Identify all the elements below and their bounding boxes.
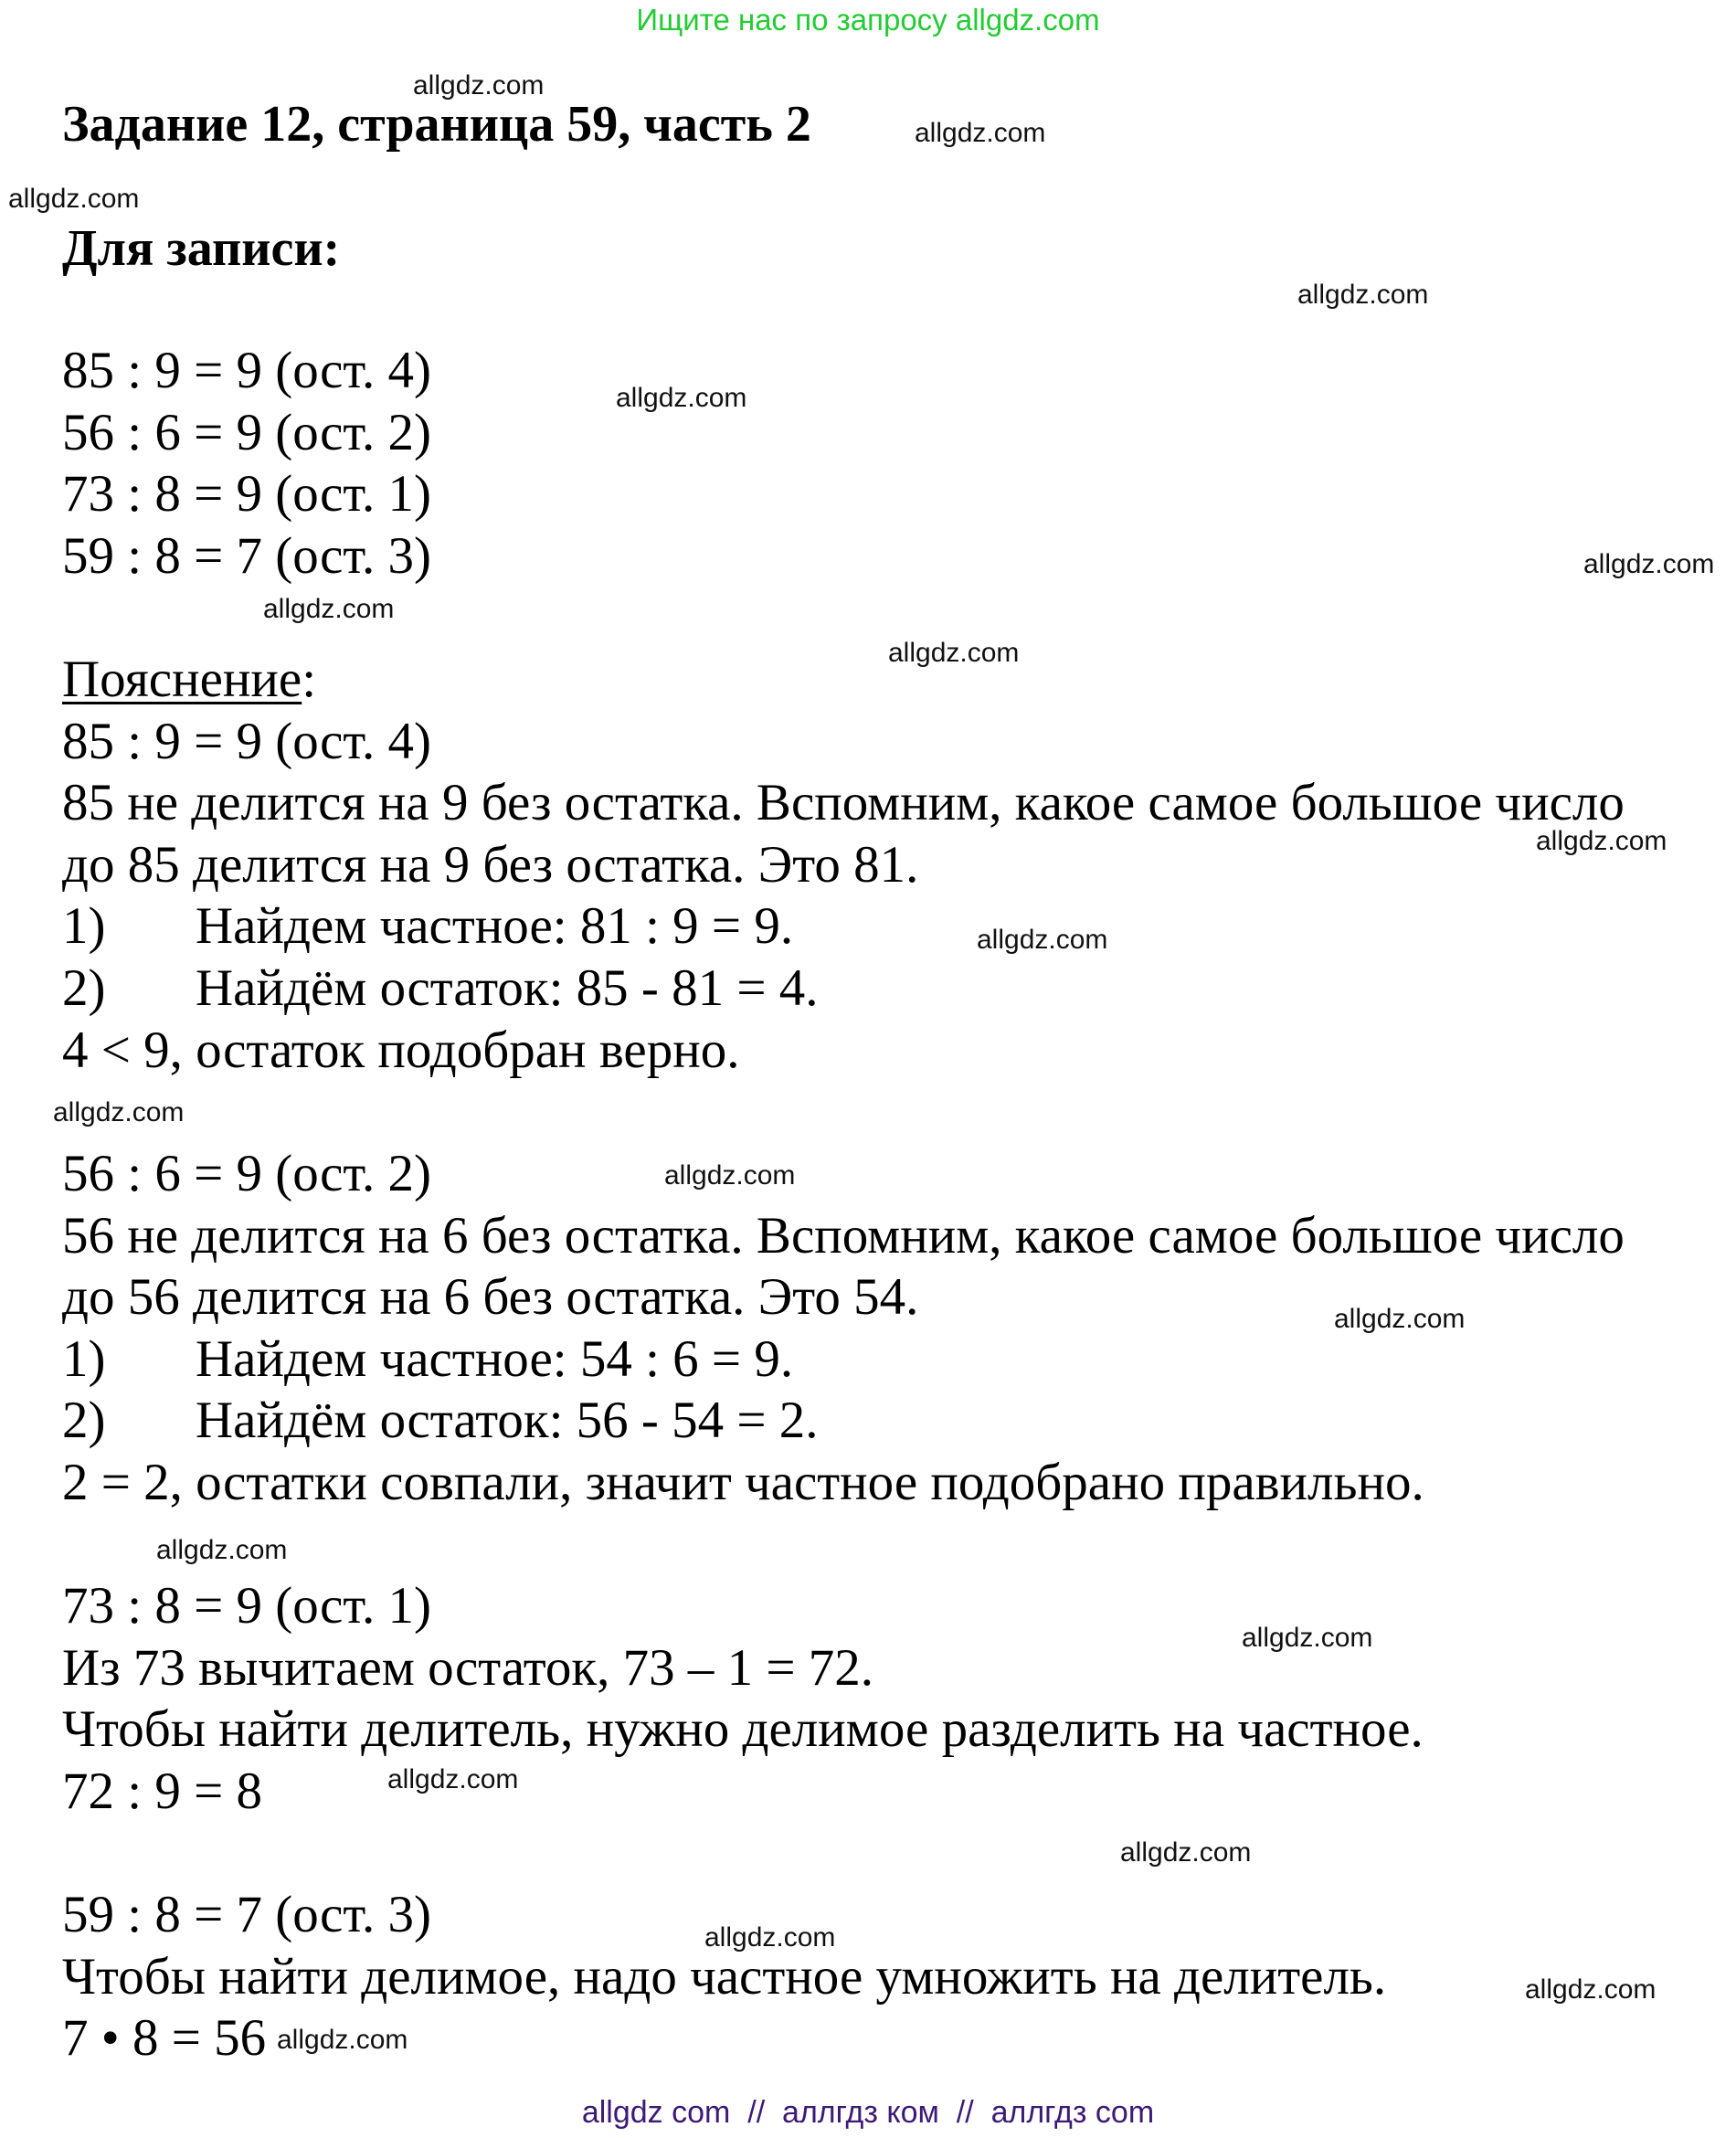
block4-text1: Чтобы найти делимое, надо частное умножить на делитель. (62, 1948, 1387, 2006)
block1-check: 4 < 9, остаток подобран верно. (62, 1021, 740, 1079)
block3-result: 72 : 9 = 8 (62, 1762, 262, 1820)
watermark: allgdz.com (1536, 826, 1667, 856)
explanation-heading (62, 650, 316, 710)
step-text: Найдём остаток: 56 - 54 = 2. (196, 1392, 819, 1449)
block1-equation: 85 : 9 = 9 (ост. 4) (62, 713, 432, 770)
block1-step2 (62, 958, 819, 1019)
watermark: allgdz.com (1525, 1974, 1657, 2005)
block2-check: 2 = 2, остатки совпали, значит частное подобрано правильно. (62, 1454, 1424, 1511)
watermark: allgdz.com (1242, 1623, 1373, 1653)
block2-equation: 56 : 6 = 9 (ост. 2) (62, 1145, 432, 1202)
step-text: Найдём остаток: 85 - 81 = 4. (196, 959, 819, 1017)
record-line: 73 : 8 = 9 (ост. 1) (62, 465, 432, 523)
watermark: allgdz.com (1583, 549, 1715, 579)
block2-step2 (62, 1391, 819, 1451)
watermark: allgdz.com (1334, 1304, 1466, 1334)
watermark: allgdz.com (1120, 1837, 1252, 1868)
watermark: allgdz.com (277, 2025, 408, 2055)
record-heading: Для записи: (62, 220, 341, 277)
block2-text2: до 56 делится на 6 без остатка. Это 54. (62, 1268, 919, 1326)
watermark: allgdz.com (387, 1764, 519, 1794)
watermark: allgdz.com (156, 1535, 288, 1565)
page-title: Задание 12, страница 59, часть 2 (62, 96, 811, 153)
watermark: allgdz.com (664, 1160, 796, 1191)
explanation-heading-text: Пояснение (62, 651, 302, 708)
explanation-heading-colon: : (302, 651, 317, 708)
step-text: Найдем частное: 54 : 6 = 9. (196, 1330, 794, 1388)
step-number: 2) (62, 1392, 106, 1449)
step-number: 1) (62, 897, 106, 955)
step-number: 2) (62, 959, 106, 1017)
watermark: allgdz.com (263, 594, 395, 624)
watermark: allgdz.com (413, 70, 545, 101)
record-line: 59 : 8 = 7 (ост. 3) (62, 527, 432, 585)
watermark: allgdz.com (915, 118, 1046, 148)
block1-step1 (62, 896, 793, 957)
block4-equation: 59 : 8 = 7 (ост. 3) (62, 1886, 432, 1943)
block2-step1 (62, 1329, 793, 1390)
record-line: 56 : 6 = 9 (ост. 2) (62, 404, 432, 461)
block3-text1: Из 73 вычитаем остаток, 73 – 1 = 72. (62, 1639, 873, 1697)
watermark: allgdz.com (1297, 280, 1429, 310)
watermark: allgdz.com (8, 184, 140, 214)
block1-text1: 85 не делится на 9 без остатка. Вспомним, какое самое большое число (62, 774, 1625, 831)
record-line: 85 : 9 = 9 (ост. 4) (62, 342, 432, 399)
block1-text2: до 85 делится на 9 без остатка. Это 81. (62, 836, 919, 894)
block4-result: 7 • 8 = 56 (62, 2009, 267, 2067)
promo-banner[interactable]: Ищите нас по запросу allgdz.com (636, 3, 1100, 37)
watermark: allgdz.com (704, 1922, 836, 1953)
block3-text2: Чтобы найти делитель, нужно делимое разделить на частное. (62, 1700, 1424, 1758)
step-number: 1) (62, 1330, 106, 1388)
watermark: allgdz.com (888, 638, 1020, 668)
watermark: allgdz.com (977, 925, 1108, 955)
step-text: Найдем частное: 81 : 9 = 9. (196, 897, 794, 955)
watermark: allgdz.com (616, 383, 747, 413)
block2-text1: 56 не делится на 6 без остатка. Вспомним, какое самое большое число (62, 1207, 1625, 1265)
block3-equation: 73 : 8 = 9 (ост. 1) (62, 1577, 432, 1635)
footer-links[interactable]: allgdz com // аллгдз ком // аллгдз com (581, 2095, 1155, 2130)
watermark: allgdz.com (53, 1097, 185, 1127)
